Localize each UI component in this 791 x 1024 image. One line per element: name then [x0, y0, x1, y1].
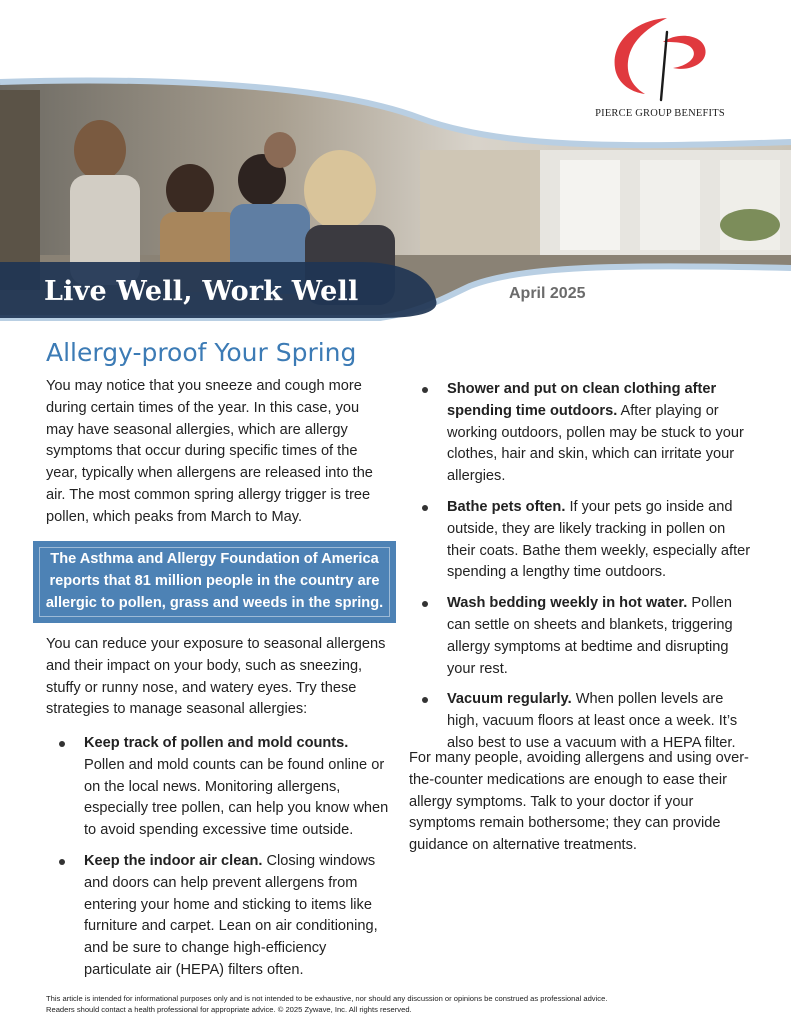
article-title: Allergy-proof Your Spring: [46, 338, 357, 367]
strategy-text: When pollen levels are high, vacuum floors at least once a week. It’s also best to use a vacuum with a HEPA filter.: [447, 691, 738, 751]
hero-banner: [0, 0, 791, 330]
issue-date: April 2025: [509, 285, 586, 302]
strategy-heading: Bathe pets often.: [447, 498, 566, 515]
disclaimer-line-2: Readers should contact a health professional for appropriate advice. © 2025 Zywave, Inc. All rights reserved.: [46, 1005, 412, 1014]
list-item: [46, 851, 391, 982]
strategy-text: Closing windows and doors can help prevent allergens from entering your home and sticking to items like furniture and carpet. Lean on air conditioning, and be sure to change high-efficiency particulate air (HEPA) filters often.: [84, 852, 378, 978]
intro-paragraph: [46, 376, 386, 529]
bullet-icon: [422, 601, 428, 607]
strategy-text: After playing or working outdoors, pollen may be stuck to your clothes, hair and skin, which can irritate your allergies.: [447, 402, 744, 485]
banner-title: Live Well, Work Well: [44, 276, 359, 307]
strategy-text: Pollen and mold counts can be found online or on the local news. Monitoring allergens, especially tree pollen, can help you know when to avoid spending excessive time outside.: [84, 756, 389, 839]
bullet-icon: [422, 505, 428, 511]
intro2-paragraph: You can reduce your exposure to seasonal allergens and their impact on your body, such as sneezing, stuffy or runny nose, and watery eyes. Try these strategies to manage seasonal allergies:: [46, 636, 386, 718]
list-item: [409, 497, 754, 584]
bullet-icon: [422, 697, 428, 703]
list-item: [409, 689, 754, 754]
strategy-list-left: [46, 733, 391, 991]
logo-text: PIERCE GROUP BENEFITS: [595, 108, 725, 119]
disclaimer-footer: [46, 993, 766, 1015]
callout-box: [33, 541, 396, 623]
list-item: [409, 379, 754, 488]
closing-paragraph: For many people, avoiding allergens and using over-the-counter medications are enough to ease their allergy symptoms. Talk to your doctor if your symptoms remain bothersome; they can provide guidance on alternative treatments.: [409, 750, 749, 854]
strategy-heading: Keep the indoor air clean.: [84, 852, 263, 869]
bullet-icon: [59, 741, 65, 747]
strategy-list-right: [409, 379, 754, 764]
disclaimer-line-1: This article is intended for informational purposes only and is not intended to be exhaustive, nor should any discussion or opinions be construed as professional advice.: [46, 994, 608, 1003]
strategy-text: If your pets go inside and outside, they are likely tracking in pollen on their coats. Bathe them weekly, especially after spending a lengthy time outdoors.: [447, 498, 751, 581]
callout-text: The Asthma and Allergy Foundation of America reports that 81 million people in the country are allergic to pollen, grass and weeds in the spring.: [39, 547, 390, 617]
strategy-heading: Vacuum regularly.: [447, 691, 572, 708]
strategy-heading: Keep track of pollen and mold counts.: [84, 735, 349, 751]
strategy-heading: Wash bedding weekly in hot water.: [447, 595, 688, 612]
strategy-heading: Shower and put on clean clothing after spending time outdoors.: [447, 381, 717, 419]
list-item: [46, 733, 391, 842]
strategy-text: Pollen can settle on sheets and blankets, triggering allergy symptoms at bedtime and disrupting your rest.: [447, 595, 733, 677]
bullet-icon: [59, 859, 65, 865]
intro-text: You may notice that you sneeze and cough more during certain times of the year. In this case, you may have seasonal allergies, which are allergy symptoms that occur during specific times of the year, typically when allergens are released into the air. The most common spring allergy trigger is tree pollen, which peaks from March to May.: [46, 378, 373, 525]
list-item: [409, 593, 754, 680]
bullet-icon: [422, 387, 428, 393]
